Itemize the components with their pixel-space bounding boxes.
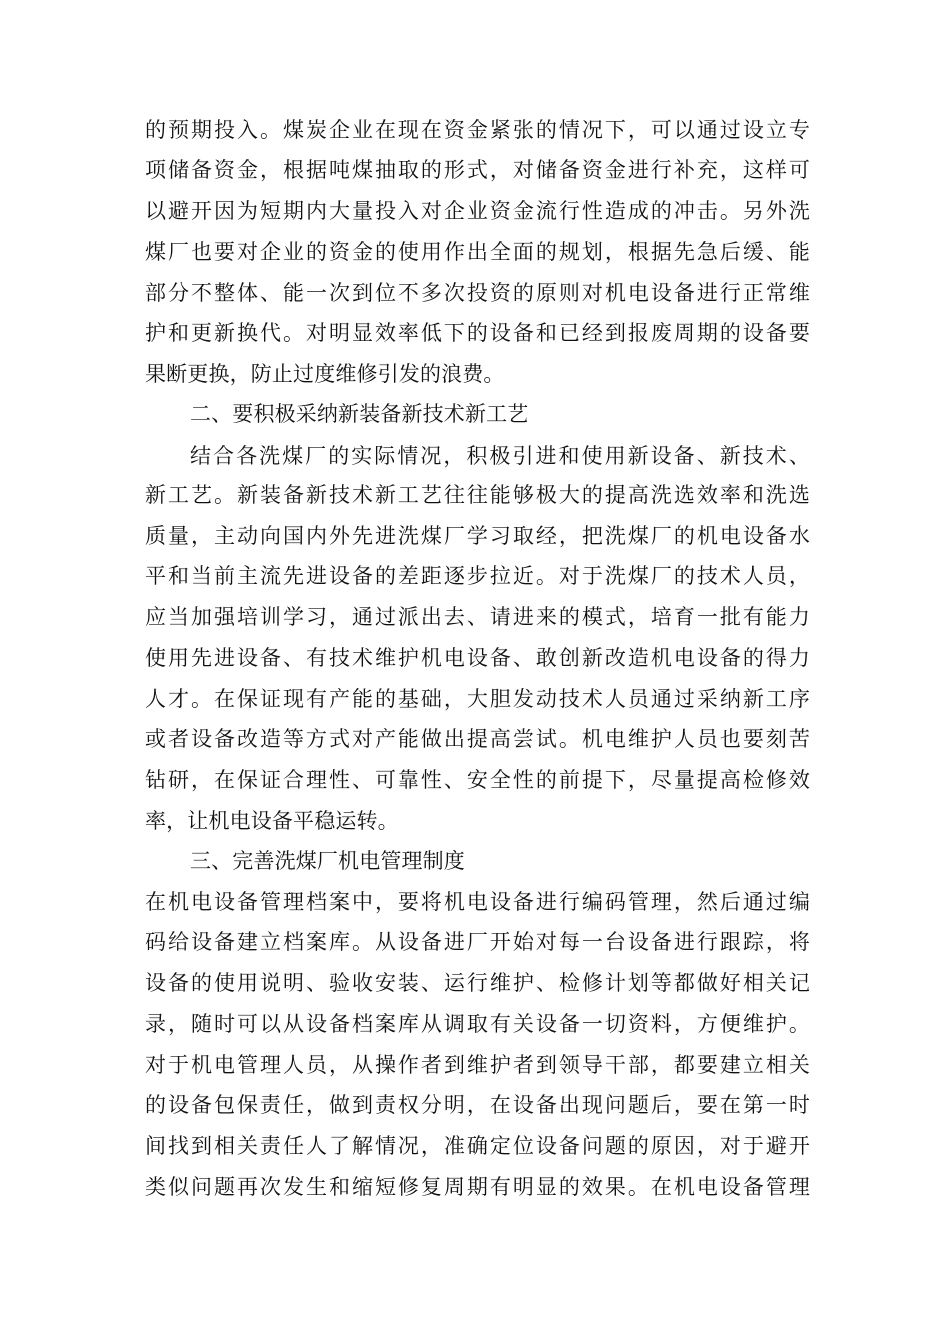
paragraph-line: 使用先进设备、有技术维护机电设备、敢创新改造机电设备的得力: [145, 646, 810, 670]
paragraph-line: 类似问题再次发生和缩短修复周期有明显的效果。在机电设备管理: [145, 1175, 810, 1199]
paragraph-line: 结合各洗煤厂的实际情况，积极引进和使用新设备、新技术、: [190, 444, 810, 468]
paragraph-line: 以避开因为短期内大量投入对企业资金流行性造成的冲击。另外洗: [145, 199, 810, 223]
paragraph-line: 的预期投入。煤炭企业在现在资金紧张的情况下，可以通过设立专: [145, 118, 810, 142]
paragraph-line: 质量，主动向国内外先进洗煤厂学习取经，把洗煤厂的机电设备水: [145, 524, 810, 548]
paragraph-line: 设备的使用说明、验收安装、运行维护、检修计划等都做好相关记: [145, 971, 810, 995]
paragraph-line: 的设备包保责任，做到责权分明，在设备出现问题后，要在第一时: [145, 1093, 810, 1117]
paragraph-line: 煤厂也要对企业的资金的使用作出全面的规划，根据先急后缓、能: [145, 240, 810, 264]
paragraph-line: 在机电设备管理档案中，要将机电设备进行编码管理，然后通过编: [145, 890, 810, 914]
paragraph-line: 或者设备改造等方式对产能做出提高尝试。机电维护人员也要刻苦: [145, 727, 810, 751]
paragraph-line: 护和更新换代。对明显效率低下的设备和已经到报废周期的设备要: [145, 321, 810, 345]
paragraph-line: 项储备资金，根据吨煤抽取的形式，对储备资金进行补充，这样可: [145, 158, 810, 182]
paragraph-line: 率，让机电设备平稳运转。: [145, 809, 399, 833]
paragraph-line: 码给设备建立档案库。从设备进厂开始对每一台设备进行跟踪，将: [145, 930, 810, 954]
paragraph-line: 录，随时可以从设备档案库从调取有关设备一切资料，方便维护。: [145, 1012, 810, 1036]
paragraph-line: 新工艺。新装备新技术新工艺往往能够极大的提高洗选效率和洗选: [145, 483, 810, 507]
paragraph-line: 果断更换，防止过度维修引发的浪费。: [145, 362, 505, 386]
section-heading: 二、要积极采纳新装备新技术新工艺: [190, 402, 529, 426]
paragraph-line: 钻研，在保证合理性、可靠性、安全性的前提下，尽量提高检修效: [145, 768, 810, 792]
paragraph-line: 平和当前主流先进设备的差距逐步拉近。对于洗煤厂的技术人员，: [145, 564, 810, 588]
paragraph-line: 人才。在保证现有产能的基础，大胆发动技术人员通过采纳新工序: [145, 687, 810, 711]
paragraph-line: 应当加强培训学习，通过派出去、请进来的模式，培育一批有能力: [145, 605, 810, 629]
paragraph-line: 间找到相关责任人了解情况，准确定位设备问题的原因，对于避开: [145, 1134, 810, 1158]
paragraph-line: 对于机电管理人员，从操作者到维护者到领导干部，都要建立相关: [145, 1053, 810, 1077]
section-heading: 三、完善洗煤厂机电管理制度: [190, 849, 465, 873]
paragraph-line: 部分不整体、能一次到位不多次投资的原则对机电设备进行正常维: [145, 281, 810, 305]
